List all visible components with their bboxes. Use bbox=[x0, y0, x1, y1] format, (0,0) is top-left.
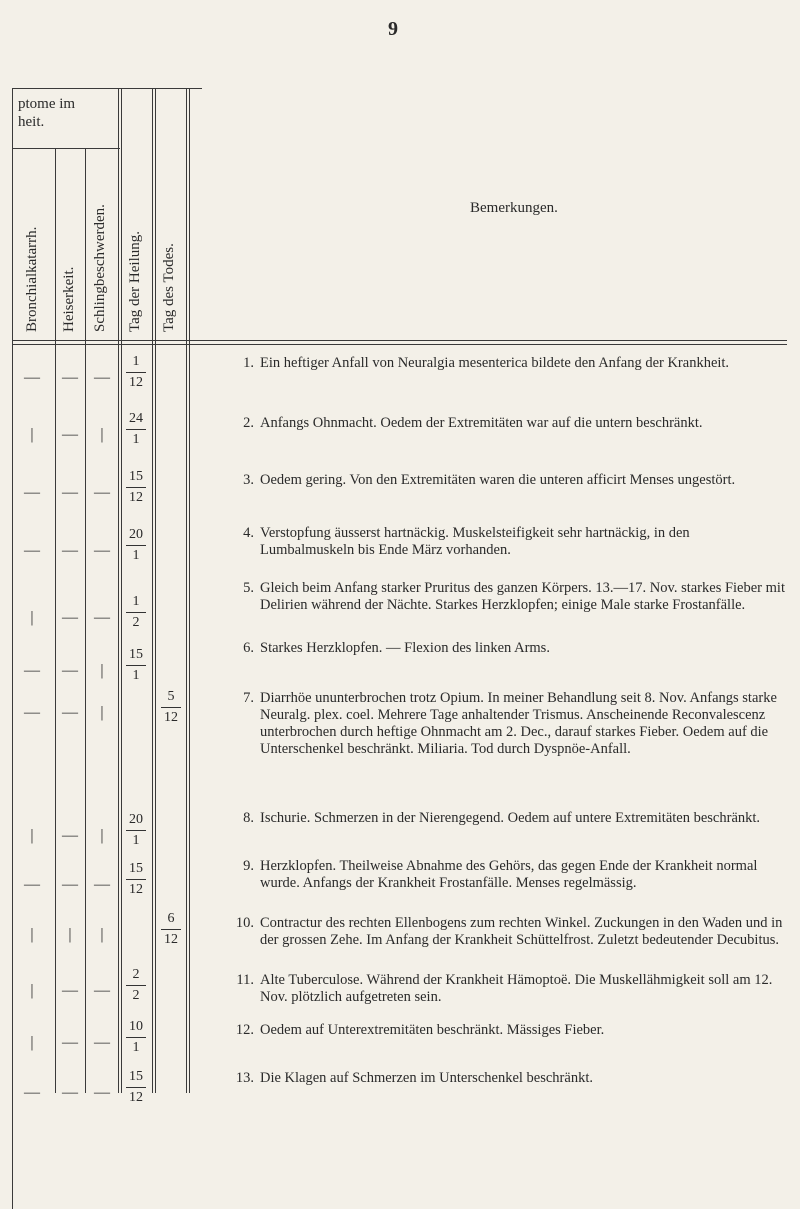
remark-text: Oedem auf Unterextremitäten beschränkt. Mässiges Fieber. bbox=[260, 1022, 605, 1038]
cell-tod-date bbox=[159, 912, 183, 947]
fraction-bar bbox=[126, 830, 146, 831]
cell-bronch: | bbox=[30, 609, 34, 626]
date-month: 12 bbox=[129, 882, 143, 897]
remark-number: 8. bbox=[243, 810, 254, 826]
remarks-header: Bemerkungen. bbox=[470, 200, 558, 216]
date-month: 1 bbox=[132, 668, 140, 683]
date-day: 1 bbox=[132, 354, 140, 369]
cell-bronch: — bbox=[24, 484, 40, 501]
remark-number: 4. bbox=[243, 525, 254, 541]
group-title: ptome im heit. bbox=[18, 96, 76, 130]
rule-header-bottom-1 bbox=[12, 340, 787, 341]
fraction-bar bbox=[161, 707, 181, 708]
fraction-bar bbox=[126, 429, 146, 430]
cell-schling: — bbox=[94, 609, 110, 626]
remark-text: Ein heftiger Anfall von Neuralgia mesenterica bildete den Anfang der Krankheit. bbox=[260, 355, 730, 371]
remark bbox=[222, 1022, 787, 1039]
cell-schling: — bbox=[94, 542, 110, 559]
date-day: 1 bbox=[132, 594, 140, 609]
cell-bronch: — bbox=[24, 542, 40, 559]
date-day: 15 bbox=[129, 469, 143, 484]
col-header-bronchialkatarrh: Bronchialkatarrh. bbox=[24, 226, 40, 332]
remark-text: Die Klagen auf Schmerzen im Unterschenkel beschränkt. bbox=[260, 1070, 593, 1086]
cell-heis: — bbox=[62, 827, 78, 844]
date-month: 1 bbox=[132, 1040, 140, 1055]
col-header-heiserkeit: Heiserkeit. bbox=[61, 266, 77, 332]
date-month: 12 bbox=[164, 710, 178, 725]
cell-heis: — bbox=[62, 876, 78, 893]
fraction-bar bbox=[126, 487, 146, 488]
date-month: 1 bbox=[132, 833, 140, 848]
date-day: 20 bbox=[129, 527, 143, 542]
remark-text: Starkes Herzklopfen. — Flexion des linken Arms. bbox=[260, 640, 550, 656]
remark-text: Anfangs Ohnmacht. Oedem der Extremitäten war auf die untern beschränkt. bbox=[260, 415, 703, 431]
remark bbox=[222, 355, 787, 372]
cell-bronch: — bbox=[24, 876, 40, 893]
rule-col-3 bbox=[118, 88, 119, 1093]
cell-heis: — bbox=[62, 662, 78, 679]
cell-bronch: — bbox=[24, 1084, 40, 1101]
remark-number: 2. bbox=[243, 415, 254, 431]
rule-header-bottom-2 bbox=[12, 344, 787, 345]
cell-schling: | bbox=[100, 827, 104, 844]
cell-heis: — bbox=[62, 1084, 78, 1101]
rule-col-5 bbox=[186, 88, 187, 1093]
date-day: 20 bbox=[129, 812, 143, 827]
date-day: 15 bbox=[129, 861, 143, 876]
cell-heis: — bbox=[62, 369, 78, 386]
cell-heil-date bbox=[124, 355, 148, 390]
page-number: 9 bbox=[388, 18, 398, 40]
remark-number: 5. bbox=[243, 580, 254, 596]
rule-col-4b bbox=[155, 88, 156, 1093]
col-header-schlingbeschwerden: Schlingbeschwerden. bbox=[92, 204, 108, 332]
remark-text: Oedem gering. Von den Extremitäten waren die unteren afficirt Menses ungestört. bbox=[260, 472, 736, 488]
cell-heis: — bbox=[62, 704, 78, 721]
col-header-tag-der-heilung: Tag der Heilung. bbox=[127, 230, 143, 332]
date-day: 10 bbox=[129, 1019, 143, 1034]
remark-number: 3. bbox=[243, 472, 254, 488]
cell-schling: — bbox=[94, 369, 110, 386]
cell-heis: | bbox=[68, 926, 72, 943]
remark bbox=[222, 1070, 787, 1087]
remark-number: 10. bbox=[235, 915, 254, 931]
cell-bronch: — bbox=[24, 704, 40, 721]
cell-heil-date bbox=[124, 648, 148, 683]
cell-heis: — bbox=[62, 609, 78, 626]
cell-bronch: | bbox=[30, 982, 34, 999]
remark-number: 6. bbox=[243, 640, 254, 656]
remark bbox=[222, 858, 787, 892]
cell-schling: — bbox=[94, 484, 110, 501]
cell-bronch: — bbox=[24, 369, 40, 386]
cell-tod-date bbox=[159, 690, 183, 725]
fraction-bar bbox=[126, 1037, 146, 1038]
cell-heil-date bbox=[124, 528, 148, 563]
rule-left bbox=[12, 88, 13, 1209]
cell-schling: | bbox=[100, 662, 104, 679]
remark-text: Alte Tuberculose. Während der Krankheit Hämoptoë. Die Muskellähmigkeit soll am 12. Nov. plötzlich aufgetreten sein. bbox=[260, 972, 773, 1005]
fraction-bar bbox=[126, 545, 146, 546]
col-header-tag-des-todes: Tag des Todes. bbox=[161, 243, 177, 332]
cell-heil-date bbox=[124, 968, 148, 1003]
remark-number: 1. bbox=[243, 355, 254, 371]
date-day: 2 bbox=[132, 967, 140, 982]
remark-text: Ischurie. Schmerzen in der Nierengegend. Oedem auf untere Extremitäten beschränkt. bbox=[260, 810, 761, 826]
cell-schling: — bbox=[94, 1084, 110, 1101]
cell-heil-date bbox=[124, 470, 148, 505]
date-day: 15 bbox=[129, 647, 143, 662]
cell-heil-date bbox=[124, 595, 148, 630]
remark bbox=[222, 472, 787, 489]
remark-number: 11. bbox=[236, 972, 254, 988]
date-month: 2 bbox=[132, 988, 140, 1003]
remark bbox=[222, 580, 787, 614]
remark-text: Gleich beim Anfang starker Pruritus des ganzen Körpers. 13.—17. Nov. starkes Fieber mit Delirien während der Nächte. Starkes Herzklopfen; einige Male starke Frostanfälle. bbox=[260, 580, 785, 613]
remark bbox=[222, 972, 787, 1006]
date-month: 12 bbox=[129, 1090, 143, 1105]
remark bbox=[222, 915, 787, 949]
cell-schling: — bbox=[94, 1034, 110, 1051]
remark-number: 12. bbox=[235, 1022, 254, 1038]
date-month: 12 bbox=[129, 375, 143, 390]
cell-heis: — bbox=[62, 982, 78, 999]
remark bbox=[222, 415, 787, 432]
rule-col-4 bbox=[152, 88, 153, 1093]
fraction-bar bbox=[126, 612, 146, 613]
date-month: 1 bbox=[132, 548, 140, 563]
cell-heis: — bbox=[62, 426, 78, 443]
date-day: 24 bbox=[129, 411, 143, 426]
rule-col-1 bbox=[55, 148, 56, 1093]
remark-text: Diarrhöe ununterbrochen trotz Opium. In meiner Behandlung seit 8. Nov. Anfangs starke Neuralg. plex. coel. Mehrere Tage anhaltender Trismus. Anscheinende Reconvalescenz unterbrochen durch heftige Ohnmacht am 2. Dec., darauf starkes Fieber. Oedem auf die Unterschenkel beschränkt. Miliaria. Tod durch Dyspnöe-Anfall. bbox=[260, 690, 777, 757]
cell-heil-date bbox=[124, 813, 148, 848]
date-month: 2 bbox=[132, 615, 140, 630]
rule-top bbox=[12, 88, 202, 89]
fraction-bar bbox=[126, 665, 146, 666]
remark-number: 13. bbox=[235, 1070, 254, 1086]
fraction-bar bbox=[126, 879, 146, 880]
remark bbox=[222, 810, 787, 827]
fraction-bar bbox=[126, 985, 146, 986]
fraction-bar bbox=[126, 1087, 146, 1088]
date-month: 12 bbox=[164, 932, 178, 947]
cell-bronch: | bbox=[30, 926, 34, 943]
rule-col-2 bbox=[85, 148, 86, 1093]
cell-schling: | bbox=[100, 704, 104, 721]
cell-bronch: | bbox=[30, 1034, 34, 1051]
cell-bronch: | bbox=[30, 426, 34, 443]
cell-schling: | bbox=[100, 926, 104, 943]
cell-schling: | bbox=[100, 426, 104, 443]
cell-heis: — bbox=[62, 1034, 78, 1051]
date-day: 15 bbox=[129, 1069, 143, 1084]
rule-subheader bbox=[12, 148, 120, 149]
fraction-bar bbox=[161, 929, 181, 930]
remark-number: 9. bbox=[243, 858, 254, 874]
date-month: 1 bbox=[132, 432, 140, 447]
remark bbox=[222, 640, 787, 657]
cell-heil-date bbox=[124, 1070, 148, 1105]
rule-col-5b bbox=[189, 88, 190, 1093]
date-month: 12 bbox=[129, 490, 143, 505]
cell-heis: — bbox=[62, 484, 78, 501]
cell-schling: — bbox=[94, 876, 110, 893]
remark bbox=[222, 525, 787, 559]
cell-heil-date bbox=[124, 1020, 148, 1055]
remark bbox=[222, 690, 787, 758]
remark-text: Herzklopfen. Theilweise Abnahme des Gehörs, das gegen Ende der Krankheit normal wurde. Anfangs der Krankheit Frostanfälle. Menses regelmässig. bbox=[260, 858, 758, 891]
remark-number: 7. bbox=[243, 690, 254, 706]
remark-text: Verstopfung äusserst hartnäckig. Muskelsteifigkeit sehr hartnäckig, in den Lumbalmuskeln bis Ende März vorhanden. bbox=[260, 525, 690, 558]
cell-heis: — bbox=[62, 542, 78, 559]
remark-text: Contractur des rechten Ellenbogens zum rechten Winkel. Zuckungen in den Waden und in der grossen Zehe. Im Anfang der Krankheit Schüttelfrost. Zuletzt bedeutender Decubitus. bbox=[260, 915, 783, 948]
date-day: 5 bbox=[167, 689, 175, 704]
cell-heil-date bbox=[124, 412, 148, 447]
fraction-bar bbox=[126, 372, 146, 373]
date-day: 6 bbox=[167, 911, 175, 926]
cell-schling: — bbox=[94, 982, 110, 999]
rule-col-3b bbox=[121, 88, 122, 1093]
cell-bronch: | bbox=[30, 827, 34, 844]
cell-heil-date bbox=[124, 862, 148, 897]
cell-bronch: — bbox=[24, 662, 40, 679]
